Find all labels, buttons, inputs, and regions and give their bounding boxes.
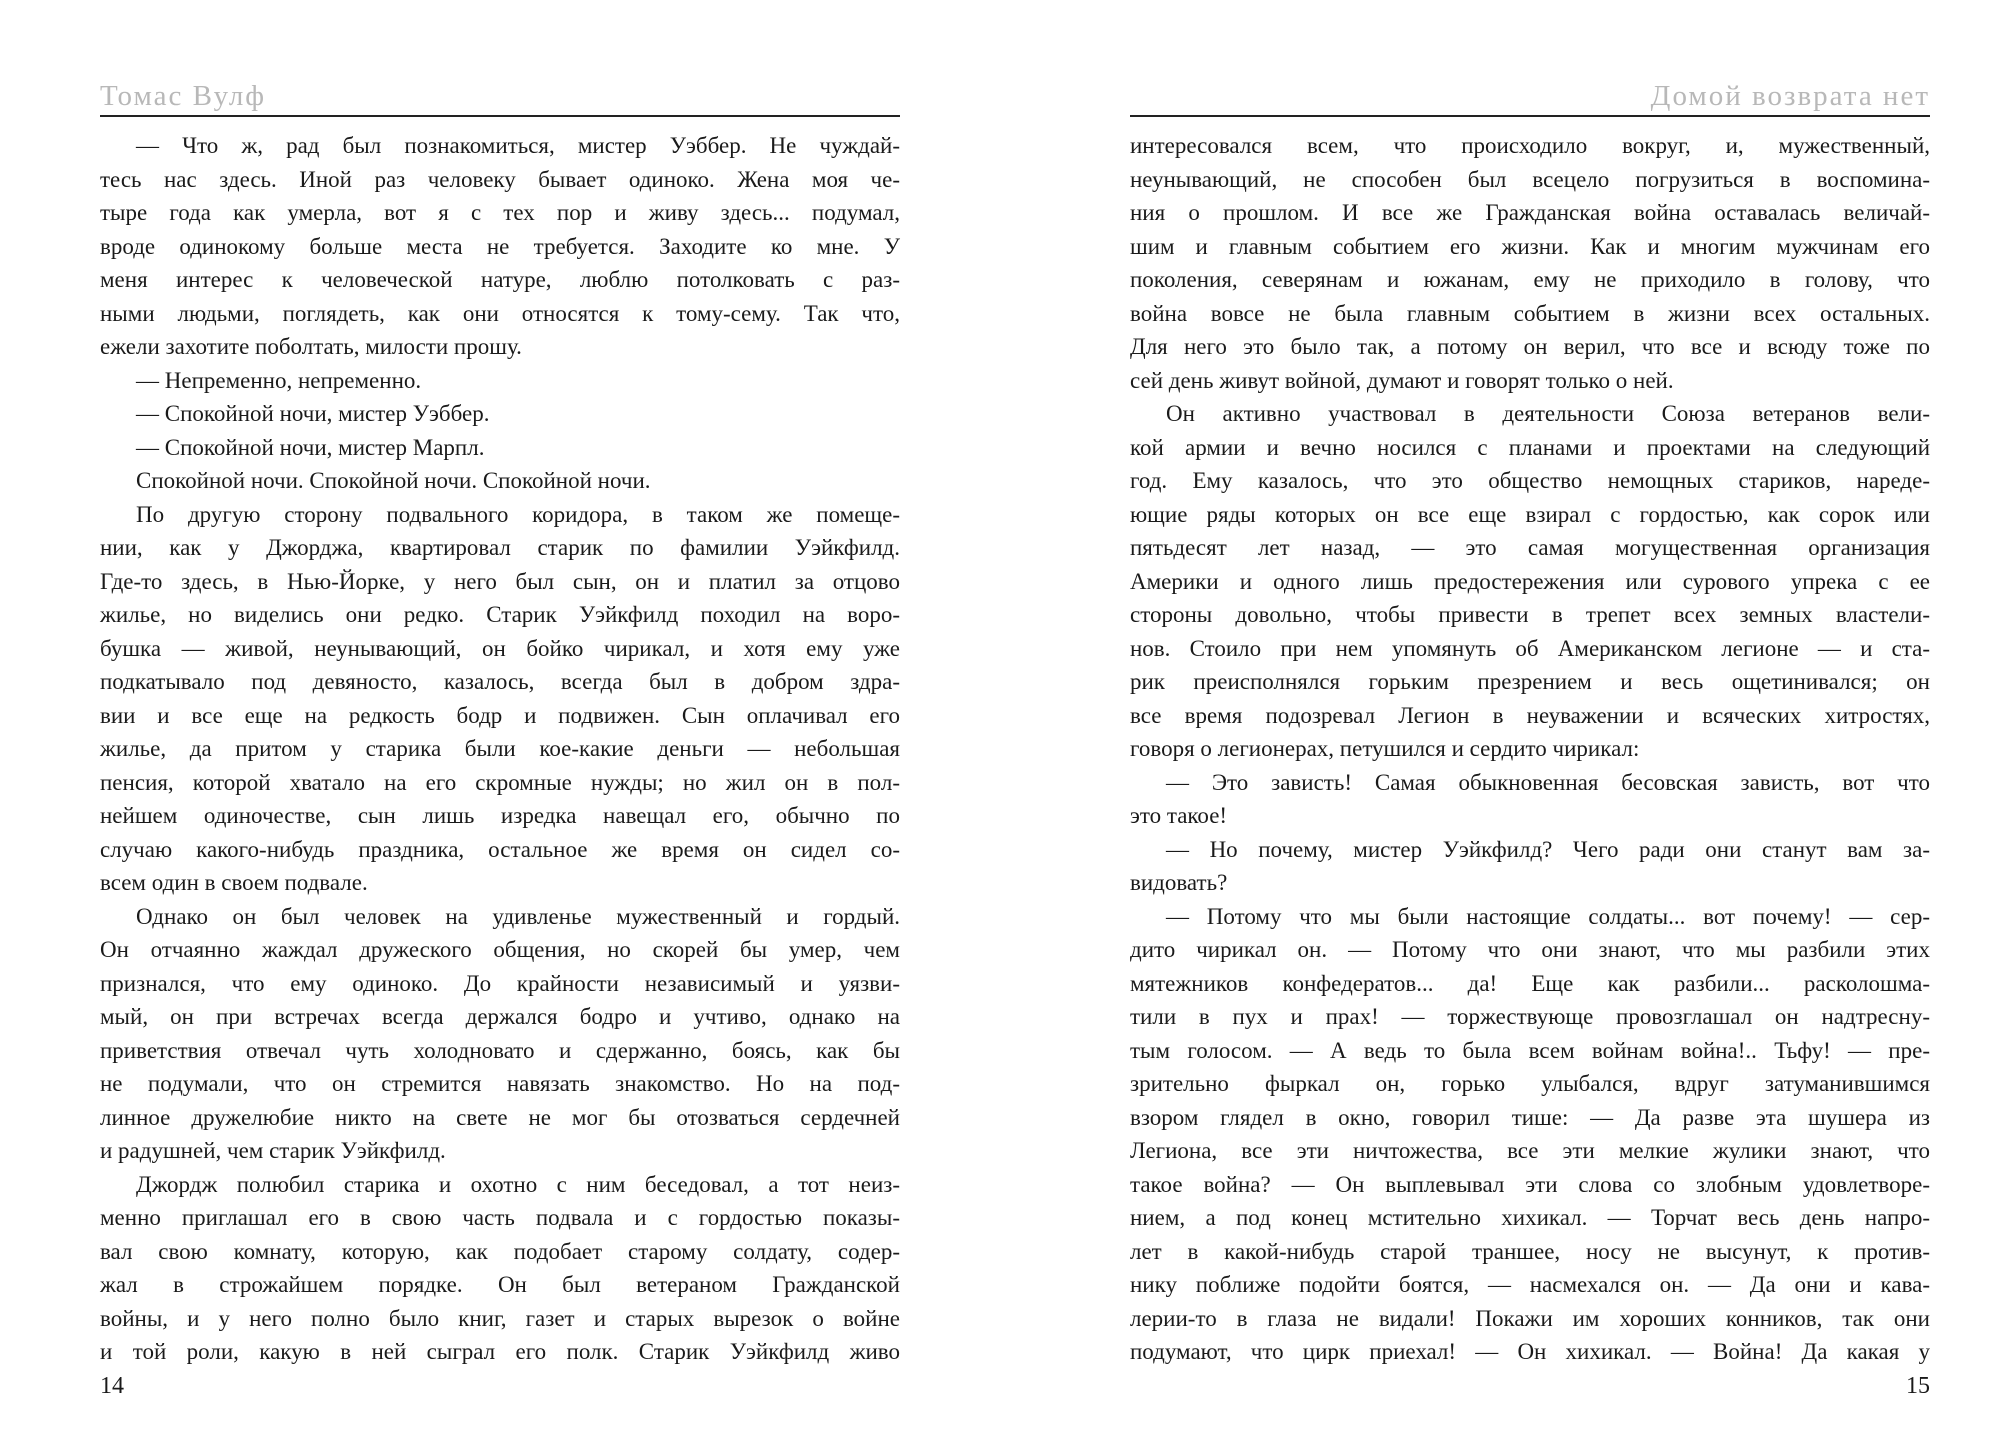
text-line: нии, как у Джорджа, квартировал старик по фамилии Уэйкфилд. (100, 535, 900, 560)
left-page (100, 0, 900, 1448)
text-line: вроде одинокому больше места не требуется. Заходите ко мне. У (100, 233, 900, 259)
text-line: вал свою комнату, которую, как подобает старому солдату, содер- (100, 1238, 900, 1264)
text-line: и той роли, какую в ней сыграл его полк. Старик Уэйкфилд живо (100, 1339, 900, 1364)
text-line: ющие ряды которых он все еще взирал с гордостью, как сорок или (1130, 501, 1930, 527)
text-line: не подумали, что он стремится навязать знакомство. Но на под- (100, 1071, 900, 1096)
text-line: и радушней, чем старик Уэйкфилд. (100, 1138, 446, 1163)
text-line: жилье, да притом у старика были кое-какие деньги — небольшая (100, 736, 900, 761)
left-page-text (100, 129, 900, 1369)
text-line: нов. Стоило при нем упомянуть об Американском легионе — и ста- (1130, 635, 1930, 661)
text-line: интересовался всем, что происходило вокруг, и, мужественный, (1130, 133, 1930, 158)
text-line: неунывающий, не способен был всецело погрузиться в воспомина- (1130, 166, 1930, 192)
text-line: нием, а под конец мстительно хихикал. — Торчат весь день напро- (1130, 1205, 1930, 1230)
text-line: мый, он при встречах всегда держался бодро и учтиво, однако на (100, 1004, 900, 1029)
page-number: 15 (1906, 1373, 1930, 1399)
text-line: По другую сторону подвального коридора, в таком же помеще- (136, 501, 900, 527)
text-line: зрительно фыркал он, горько улыбался, вдруг затуманившимся (1130, 1071, 1930, 1096)
text-line: Спокойной ночи. Спокойной ночи. Спокойной ночи. (136, 468, 651, 493)
text-line: — Но почему, мистер Уэйкфилд? Чего ради они станут вам за- (1166, 836, 1930, 862)
running-header-title: Домой возврата нет (1650, 80, 1930, 112)
text-line: Где-то здесь, в Нью-Йорке, у него был сын, он и платил за отцово (100, 568, 900, 594)
text-line: нейшем одиночестве, сын лишь изредка навещал его, обычно по (100, 803, 900, 828)
right-page-text (1130, 129, 1930, 1369)
text-line: мятежников конфедератов... да! Еще как разбили... расколошма- (1130, 970, 1930, 996)
text-line: случаю какого-нибудь праздника, остальное же время он сидел со- (100, 836, 900, 862)
right-page (1130, 0, 1930, 1448)
text-line: кой армии и вечно носился с планами и проектами на следующий (1130, 434, 1930, 460)
text-line: жал в строжайшем порядке. Он был ветераном Гражданской (100, 1272, 900, 1297)
text-line: подумают, что цирк приехал! — Он хихикал. — Война! Да какая у (1130, 1339, 1930, 1364)
running-header-author: Томас Вулф (100, 80, 267, 112)
text-line: тесь нас здесь. Иной раз человеку бывает одиноко. Жена моя че- (100, 166, 900, 192)
text-line: война вовсе не была главным событием в жизни всех остальных. (1130, 300, 1930, 326)
text-line: меня интерес к человеческой натуре, люблю потолковать с раз- (100, 267, 900, 292)
text-line: все время подозревал Легион в неуважении и всяческих хитростях, (1130, 702, 1930, 728)
text-line: пенсия, которой хватало на его скромные нужды; но жил он в пол- (100, 769, 900, 795)
text-line: — Это зависть! Самая обыкновенная бесовская зависть, вот что (1166, 769, 1930, 795)
text-line: Он активно участвовал в деятельности Союза ветеранов вели- (1166, 401, 1930, 426)
text-line: бушка — живой, неунывающий, он бойко чирикал, и хотя ему уже (100, 635, 900, 661)
text-line: Америки и одного лишь предостережения или сурового упрека с ее (1130, 568, 1930, 594)
text-line: лерии-то в глаза не видали! Покажи им хороших конников, так они (1130, 1305, 1930, 1331)
text-line: сей день живут войной, думают и говорят только о ней. (1130, 367, 1674, 393)
text-line: взором глядел в окно, говорил тише: — Да разве эта шушера из (1130, 1104, 1930, 1130)
text-line: Однако он был человек на удивленье мужественный и гордый. (136, 903, 900, 929)
text-line: — Спокойной ночи, мистер Марпл. (136, 434, 485, 460)
header-rule (100, 115, 900, 117)
text-line: нику поближе подойти боятся, — насмехался он. — Да они и кава- (1130, 1272, 1930, 1297)
text-line: вии и все еще на редкость бодр и подвижен. Сын оплачивал его (100, 702, 900, 728)
text-line: ежели захотите поболтать, милости прошу. (100, 334, 522, 359)
text-line: такое война? — Он выплевывал эти слова со злобным удовлетворе- (1130, 1171, 1930, 1197)
text-line: год. Ему казалось, что это общество немощных стариков, нареде- (1130, 468, 1930, 493)
text-line: — Непременно, непременно. (136, 367, 422, 393)
text-line: Легиона, все эти ничтожества, все эти мелкие жулики знают, что (1130, 1138, 1930, 1163)
text-line: менно приглашал его в свою часть подвала и с гордостью показы- (100, 1205, 900, 1230)
text-line: поколения, северянам и южанам, ему не приходило в голову, что (1130, 267, 1930, 292)
text-line: пятьдесят лет назад, — это самая могущественная организация (1130, 535, 1930, 560)
text-line: ными людьми, поглядеть, как они относятся к тому-сему. Так что, (100, 300, 900, 326)
text-line: Он отчаянно жаждал дружеского общения, но скорей бы умер, чем (100, 937, 900, 962)
text-line: Для него это было так, а потому он верил, что все и всюду тоже по (1130, 334, 1930, 359)
text-line: рик преисполнялся горьким презрением и весь ощетинивался; он (1130, 669, 1930, 694)
text-line: тым голосом. — А ведь то была всем войнам война!.. Тьфу! — пре- (1130, 1037, 1930, 1063)
text-line: — Спокойной ночи, мистер Уэббер. (136, 401, 490, 426)
text-line: дито чирикал он. — Потому что они знают, что мы разбили этих (1130, 937, 1930, 962)
text-line: — Что ж, рад был познакомиться, мистер Уэббер. Не чуждай- (136, 133, 900, 158)
text-line: говоря о легионерах, петушился и сердито чирикал: (1130, 736, 1640, 761)
header-rule (1130, 115, 1930, 117)
text-line: это такое! (1130, 803, 1228, 828)
text-line: линное дружелюбие никто на свете не мог бы отозваться сердечней (100, 1104, 900, 1130)
text-line: видовать? (1130, 870, 1228, 895)
text-line: тили в пух и прах! — торжествующе провозглашал он надтреснy- (1130, 1004, 1930, 1029)
text-line: шим и главным событием его жизни. Как и многим мужчинам его (1130, 233, 1930, 259)
text-line: — Потому что мы были настоящие солдаты... вот почему! — сер- (1166, 903, 1930, 929)
text-line: признался, что ему одиноко. До крайности независимый и уязви- (100, 970, 900, 996)
text-line: стороны довольно, чтобы привести в трепет всех земных властели- (1130, 602, 1930, 627)
text-line: тыре года как умерла, вот я с тех пор и живу здесь... подумал, (100, 200, 900, 225)
text-line: жилье, но виделись они редко. Старик Уэйкфилд походил на воро- (100, 602, 900, 627)
text-line: войны, и у него полно было книг, газет и старых вырезок о войне (100, 1305, 900, 1331)
text-line: приветствия отвечал чуть холодновато и сдержанно, боясь, как бы (100, 1037, 900, 1063)
text-line: лет в какой-нибудь старой траншее, носу не высунут, к против- (1130, 1238, 1930, 1264)
page-number: 14 (100, 1373, 124, 1399)
text-line: ния о прошлом. И все же Гражданская война оставалась величай- (1130, 200, 1930, 225)
text-line: Джордж полюбил старика и охотно с ним беседовал, а тот неиз- (136, 1171, 900, 1197)
text-line: всем один в своем подвале. (100, 870, 368, 895)
text-line: подкатывало под девяносто, казалось, всегда был в добром здра- (100, 669, 900, 694)
